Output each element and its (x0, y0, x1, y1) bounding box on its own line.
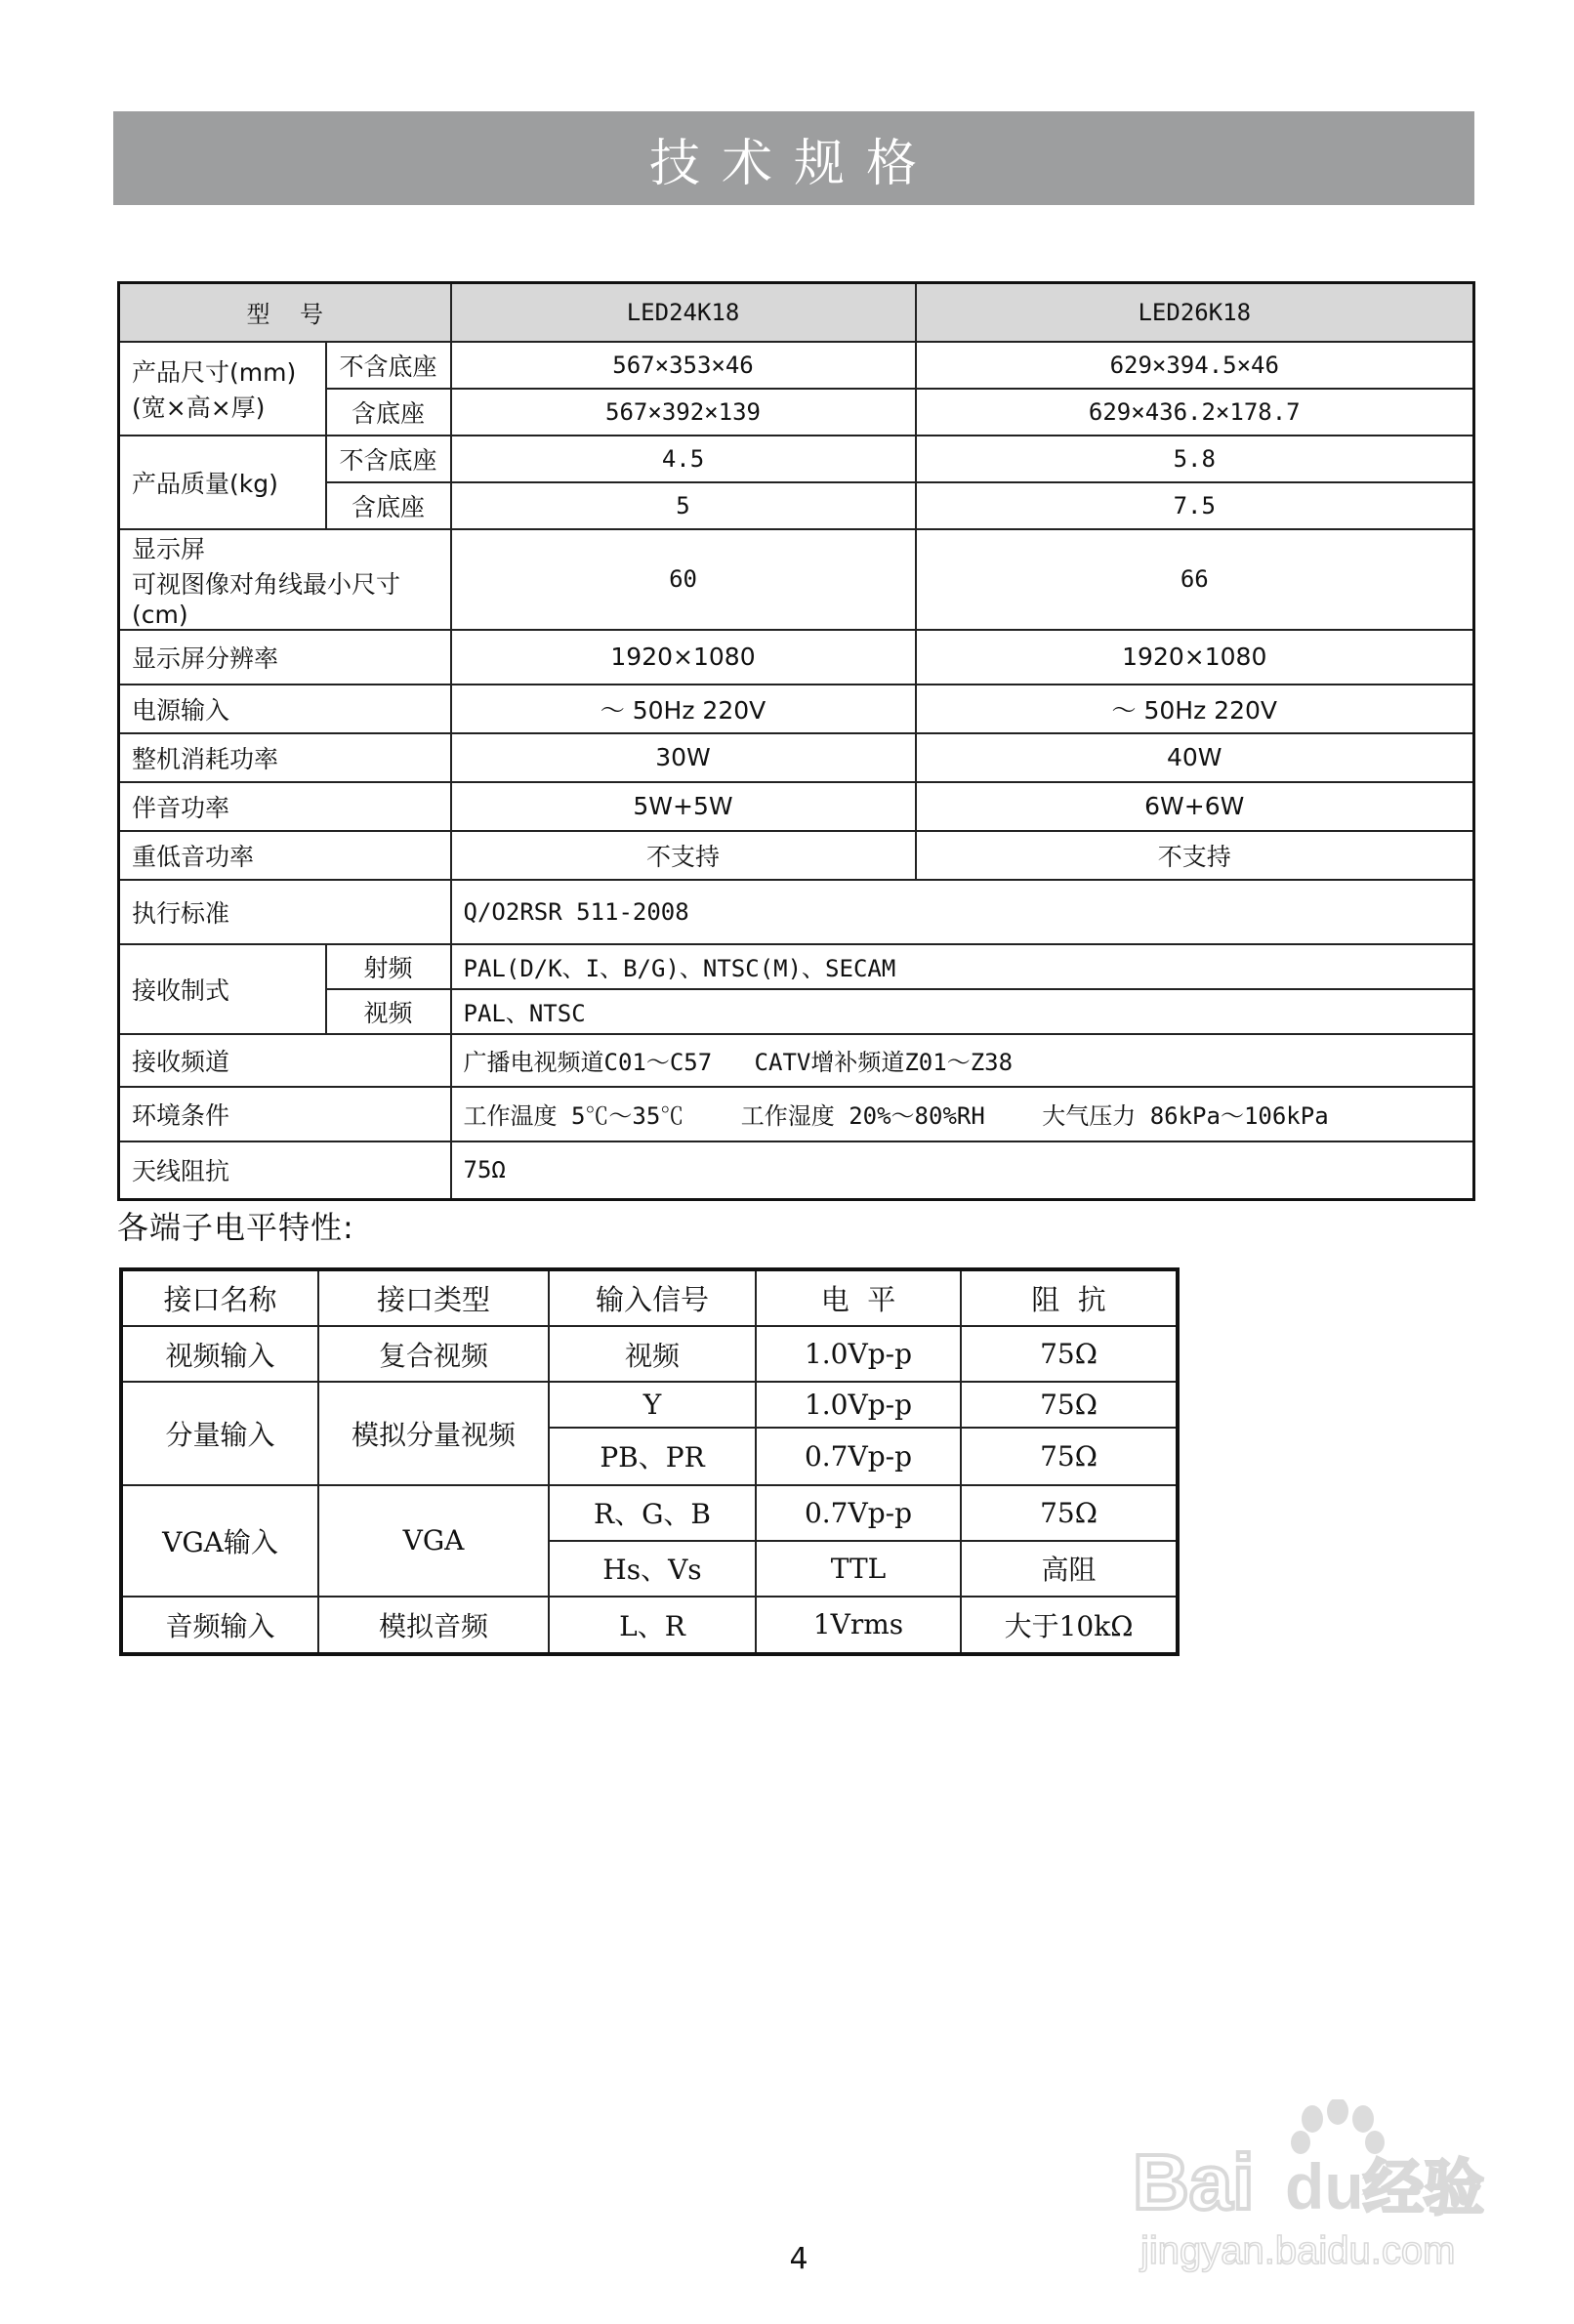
video-input-level: 1.0Vp-p (756, 1326, 961, 1382)
vga-rgb-impedance: 75Ω (961, 1485, 1178, 1541)
terminal-row-audio (121, 1597, 1178, 1654)
subwoofer-row (119, 831, 1474, 880)
size-with-stand-label: 含底座 (326, 389, 451, 436)
model-led24k18: LED24K18 (451, 283, 916, 342)
size-with-stand-26: 629×436.2×178.7 (916, 389, 1474, 436)
weight-without-stand-label: 不含底座 (326, 436, 451, 482)
standard-value: Q/O2RSR 511-2008 (451, 880, 1474, 944)
power-consumption-label: 整机消耗功率 (119, 733, 451, 782)
component-pbpr-impedance: 75Ω (961, 1428, 1178, 1485)
vga-rgb-signal: R、G、B (549, 1485, 756, 1541)
audio-input-level: 1Vrms (756, 1597, 961, 1654)
reception-rf-row (119, 944, 1474, 989)
vga-rgb-level: 0.7Vp-p (756, 1485, 961, 1541)
reception-video-label: 视频 (326, 989, 451, 1034)
reception-label: 接收制式 (119, 944, 326, 1034)
vga-input-name: VGA输入 (121, 1485, 318, 1597)
vga-sync-signal: Hs、Vs (549, 1541, 756, 1597)
component-input-type: 模拟分量视频 (318, 1382, 549, 1485)
subwoofer-24: 不支持 (451, 831, 916, 880)
size-without-stand-26: 629×394.5×46 (916, 342, 1474, 389)
audio-power-label: 伴音功率 (119, 782, 451, 831)
channels-value: 广播电视频道C01～C57 CATV增补频道Z01～Z38 (451, 1034, 1474, 1087)
power-input-26: ～ 50Hz 220V (916, 685, 1474, 733)
size-without-stand-label: 不含底座 (326, 342, 451, 389)
component-y-level: 1.0Vp-p (756, 1382, 961, 1428)
environment-row (119, 1087, 1474, 1141)
header-level: 电 平 (756, 1269, 961, 1326)
size-label (119, 342, 326, 436)
subwoofer-26: 不支持 (916, 831, 1474, 880)
watermark-brand: Bai (1133, 2138, 1255, 2225)
vga-sync-level: TTL (756, 1541, 961, 1597)
video-input-name: 视频输入 (121, 1326, 318, 1382)
model-led26k18: LED26K18 (916, 283, 1474, 342)
audio-input-name: 音频输入 (121, 1597, 318, 1654)
page-title: 技术规格 (648, 134, 938, 193)
subwoofer-label: 重低音功率 (119, 831, 451, 880)
vga-sync-impedance: 高阻 (961, 1541, 1178, 1597)
resolution-26: 1920×1080 (916, 630, 1474, 685)
antenna-value: 75Ω (451, 1141, 1474, 1200)
environment-temperature: 工作温度 5℃～35℃ (463, 1102, 684, 1130)
weight-without-stand-24: 4.5 (451, 436, 916, 482)
antenna-label: 天线阻抗 (119, 1141, 451, 1200)
weight-with-stand-26: 7.5 (916, 482, 1474, 529)
reception-rf-label: 射频 (326, 944, 451, 989)
channels-row (119, 1034, 1474, 1087)
header-impedance: 阻 抗 (961, 1269, 1178, 1326)
environment-label: 环境条件 (119, 1087, 451, 1141)
audio-input-type: 模拟音频 (318, 1597, 549, 1654)
terminal-row-video (121, 1326, 1178, 1382)
watermark-brand-suffix: du (1285, 2150, 1364, 2222)
power-input-24: ～ 50Hz 220V (451, 685, 916, 733)
screen-size-24: 60 (451, 529, 916, 630)
standard-label: 执行标准 (119, 880, 451, 944)
size-with-stand-24: 567×392×139 (451, 389, 916, 436)
power-consumption-24: 30W (451, 733, 916, 782)
model-label: 型 号 (119, 283, 451, 342)
antenna-row (119, 1141, 1474, 1200)
page-title-bar (113, 111, 1474, 205)
weight-row-without-stand (119, 436, 1474, 482)
watermark-product: 经验 (1363, 2152, 1485, 2223)
terminal-header-row (121, 1269, 1178, 1326)
weight-with-stand-24: 5 (451, 482, 916, 529)
component-pbpr-signal: PB、PR (549, 1428, 756, 1485)
weight-with-stand-label: 含底座 (326, 482, 451, 529)
watermark-url: jingyan.baidu.com (1140, 2229, 1456, 2272)
size-label-line1: 产品尺寸(mm) (132, 357, 297, 387)
standard-row (119, 880, 1474, 944)
resolution-row (119, 630, 1474, 685)
power-consumption-26: 40W (916, 733, 1474, 782)
screen-row (119, 529, 1474, 630)
video-input-type: 复合视频 (318, 1326, 549, 1382)
page-number: 4 (789, 2242, 808, 2276)
component-input-name: 分量输入 (121, 1382, 318, 1485)
screen-label-line1: 显示屏 (132, 534, 206, 563)
size-label-line2: (宽×高×厚) (132, 393, 266, 422)
channels-label: 接收频道 (119, 1034, 451, 1087)
audio-input-impedance: 大于10kΩ (961, 1597, 1178, 1654)
header-input-signal: 输入信号 (549, 1269, 756, 1326)
environment-value (451, 1087, 1474, 1141)
audio-power-row (119, 782, 1474, 831)
screen-label-line2: 可视图像对角线最小尺寸(cm) (132, 569, 401, 629)
terminal-levels-table (119, 1267, 1180, 1656)
paw-logo-icon (1291, 2099, 1385, 2154)
terminal-levels-heading: 各端子电平特性: (117, 1209, 354, 1246)
terminal-row-vga-rgb (121, 1485, 1178, 1541)
size-row-without-stand (119, 342, 1474, 389)
vga-input-type: VGA (318, 1485, 549, 1597)
component-pbpr-level: 0.7Vp-p (756, 1428, 961, 1485)
spec-table (117, 281, 1475, 1201)
size-without-stand-24: 567×353×46 (451, 342, 916, 389)
video-input-impedance: 75Ω (961, 1326, 1178, 1382)
weight-label: 产品质量(kg) (119, 436, 326, 529)
component-y-impedance: 75Ω (961, 1382, 1178, 1428)
resolution-label: 显示屏分辨率 (119, 630, 451, 685)
header-interface-name: 接口名称 (121, 1269, 318, 1326)
audio-power-26: 6W+6W (916, 782, 1474, 831)
audio-input-signal: L、R (549, 1597, 756, 1654)
baidu-jingyan-watermark (1131, 2099, 1492, 2275)
audio-power-24: 5W+5W (451, 782, 916, 831)
environment-humidity: 工作湿度 20%～80%RH (740, 1102, 985, 1130)
header-interface-type: 接口类型 (318, 1269, 549, 1326)
spec-header-row (119, 283, 1474, 342)
environment-pressure: 大气压力 86kPa～106kPa (1042, 1102, 1329, 1130)
video-input-signal: 视频 (549, 1326, 756, 1382)
reception-video-value: PAL、NTSC (451, 989, 1474, 1034)
terminal-row-component-y (121, 1382, 1178, 1428)
power-consumption-row (119, 733, 1474, 782)
reception-rf-value: PAL(D/K、I、B/G)、NTSC(M)、SECAM (451, 944, 1474, 989)
screen-size-26: 66 (916, 529, 1474, 630)
weight-without-stand-26: 5.8 (916, 436, 1474, 482)
power-input-label: 电源输入 (119, 685, 451, 733)
screen-label (119, 529, 451, 630)
power-input-row (119, 685, 1474, 733)
resolution-24: 1920×1080 (451, 630, 916, 685)
component-y-signal: Y (549, 1382, 756, 1428)
